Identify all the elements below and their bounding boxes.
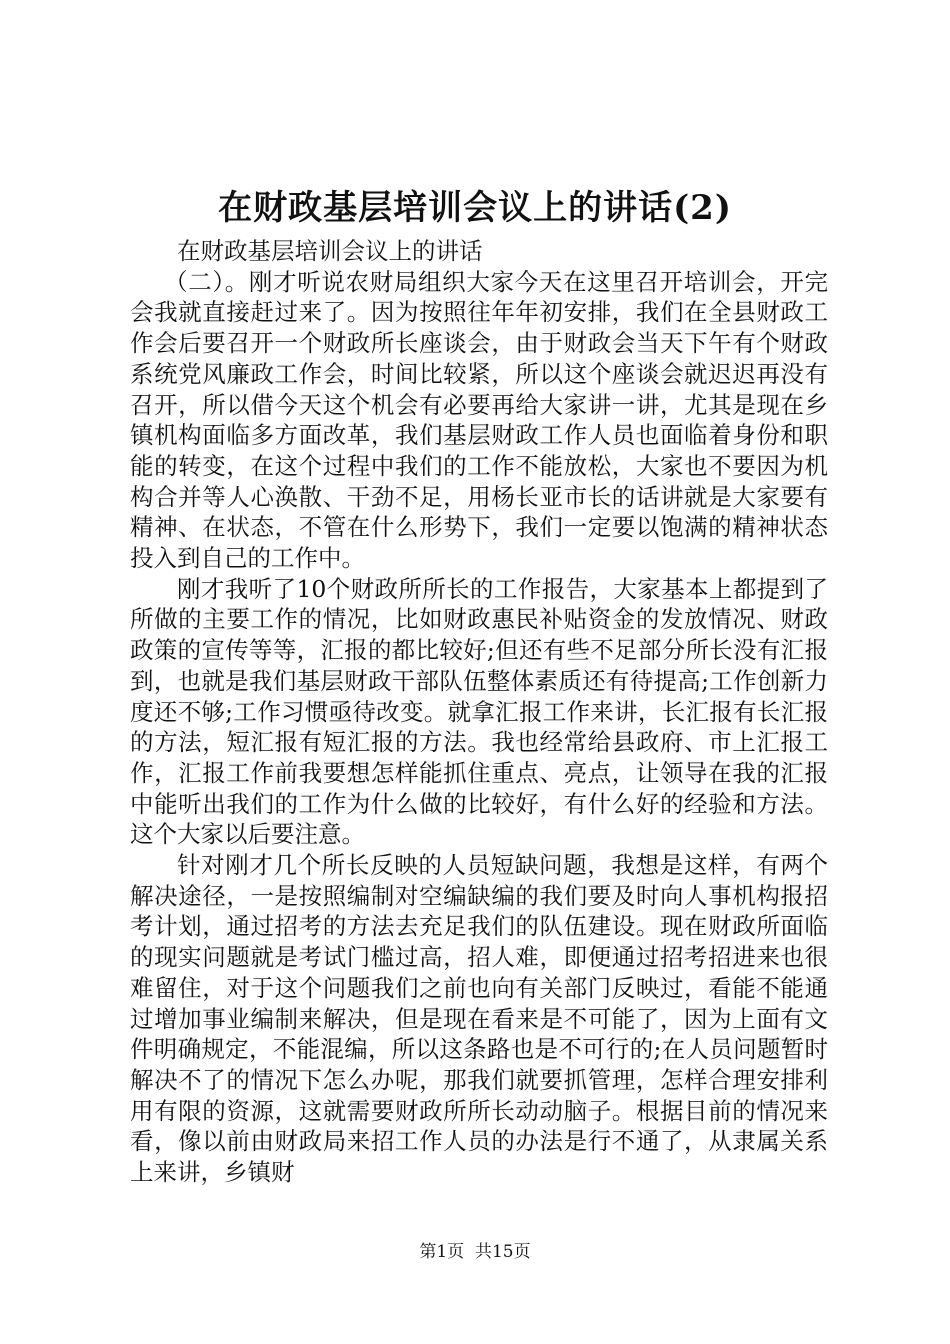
- page-footer: [0, 1240, 950, 1264]
- document-title: 在财政基层培训会议上的讲话(2): [218, 188, 732, 228]
- page-number: 第1页 共15页: [419, 1242, 531, 1262]
- document-body: [130, 236, 828, 1188]
- document-subtitle: 在财政基层培训会议上的讲话: [177, 237, 483, 265]
- paragraph-1: （二）。刚才听说农财局组织大家今天在这里召开培训会，开完会我就直接赶过来了。因为按照往年年初安排，我们在全县财政工作会后要召开一个财政所长座谈会，由于财政会当天下午有个财政系统党风廉政工作会，时间比较紧，所以这个座谈会就迟迟再没有召开，所以借今天这个机会有必要再给大家讲一讲，尤其是现在乡镇机构面临多方面改革，我们基层财政工作人员也面临着身份和职能的转变，在这个过程中我们的工作不能放松，大家也不要因为机构合并等人心涣散、干劲不足，用杨长亚市长的话讲就是大家要有精神、在状态，不管在什么形势下，我们一定要以饱满的精神状态投入到自己的工作中。: [130, 267, 828, 573]
- paragraph-2: 刚才我听了10个财政所所长的工作报告，大家基本上都提到了所做的主要工作的情况，比如财政惠民补贴资金的发放情况、财政政策的宣传等等，汇报的都比较好;但还有些不足部分所长没有汇报到，也就是我们基层财政干部队伍整体素质还有待提高;工作创新力度还不够;工作习惯亟待改变。就拿汇报工作来讲，长汇报有长汇报的方法，短汇报有短汇报的方法。我也经常给县政府、市上汇报工作，汇报工作前我要想怎样能抓住重点、亮点，让领导在我的汇报中能听出我们的工作为什么做的比较好，有什么好的经验和方法。这个大家以后要注意。: [130, 574, 828, 849]
- paragraph-3: 针对刚才几个所长反映的人员短缺问题，我想是这样，有两个解决途径，一是按照编制对空编缺编的我们要及时向人事机构报招考计划，通过招考的方法去充足我们的队伍建设。现在财政所面临的现实问题就是考试门槛过高，招人难，即便通过招考招进来也很难留住，对于这个问题我们之前也向有关部门反映过，看能不能通过增加事业编制来解决，但是现在看来是不可能了，因为上面有文件明确规定，不能混编，所以这条路也是不可行的;在人员问题暂时解决不了的情况下怎么办呢，那我们就要抓管理，怎样合理安排利用有限的资源，这就需要财政所所长动动脑子。根据目前的情况来看，像以前由财政局来招工作人员的办法是行不通了，从隶属关系上来讲，乡镇财: [130, 851, 828, 1187]
